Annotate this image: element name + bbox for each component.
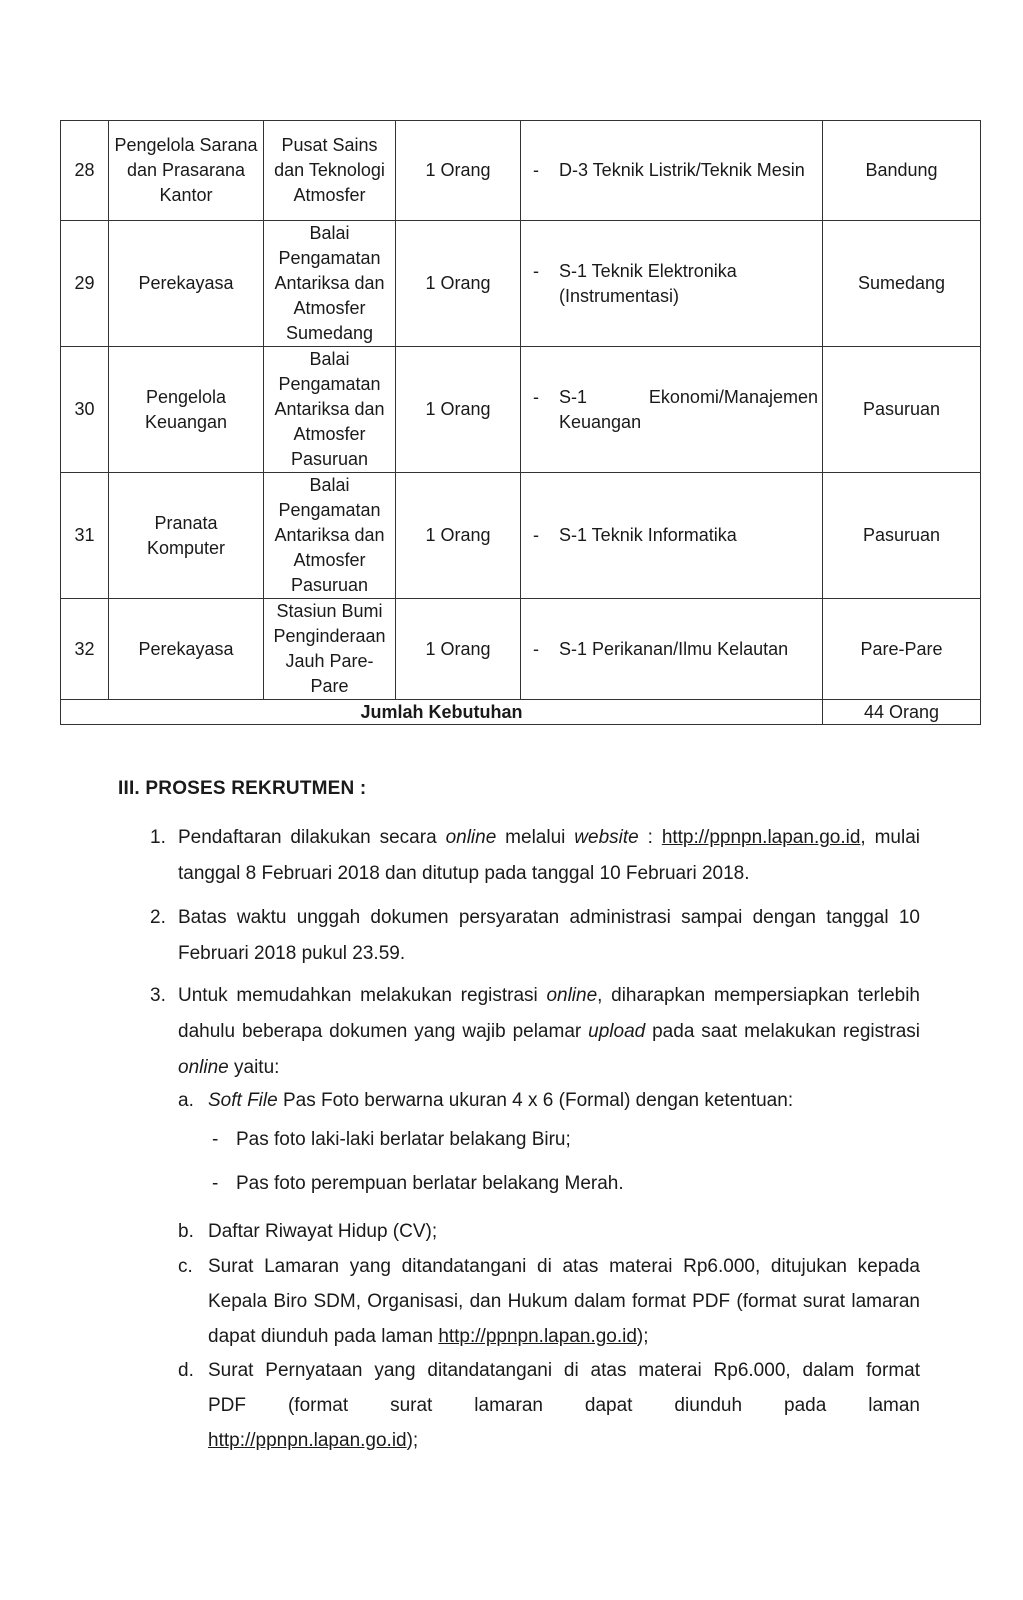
table-row [61, 473, 981, 599]
qualification-cell [521, 347, 823, 473]
statement-template-link[interactable]: http://ppnpn.lapan.go.id [208, 1430, 407, 1451]
location-cell: Pasuruan [823, 347, 981, 473]
count-cell: 1 Orang [396, 599, 521, 700]
sub-item-c [178, 1249, 920, 1354]
qualification-text: S-1 Teknik Elektronika (Instrumentasi) [559, 260, 737, 306]
list-dash: - [533, 638, 539, 659]
item-text: Batas waktu unggah dokumen persyaratan administrasi sampai dengan tanggal 10 Februari 2018 pukul 23.59. [178, 907, 920, 964]
qualification-text-line2: Keuangan [559, 411, 642, 432]
position-cell: Pengelola Sarana dan Prasarana Kantor [109, 121, 264, 221]
qualification-text: S-1 Perikanan/Ilmu Kelautan [559, 638, 789, 659]
sub-item-letter: a. [178, 1090, 194, 1111]
list-item-1 [150, 820, 920, 892]
item-number: 2. [150, 907, 166, 928]
qualification-text: D-3 Teknik Listrik/Teknik Mesin [559, 160, 805, 180]
qualification-text-line1: S-1 Ekonomi/Manajemen [559, 386, 818, 407]
list-dash: - [533, 525, 539, 545]
count-cell: 1 Orang [396, 347, 521, 473]
list-item-3 [150, 978, 920, 1086]
row-number: 29 [61, 221, 109, 347]
count-cell: 1 Orang [396, 121, 521, 221]
letter-template-link[interactable]: http://ppnpn.lapan.go.id [438, 1326, 637, 1347]
count-cell: 1 Orang [396, 473, 521, 599]
qualification-cell [521, 221, 823, 347]
table-row [61, 347, 981, 473]
position-cell: Pranata Komputer [109, 473, 264, 599]
bullet-item [212, 1169, 912, 1199]
sub-item-letter: d. [178, 1360, 194, 1381]
total-value: 44 Orang [823, 700, 981, 725]
total-label: Jumlah Kebutuhan [61, 700, 823, 725]
position-cell: Perekayasa [109, 599, 264, 700]
table-row [61, 221, 981, 347]
list-dash: - [212, 1129, 219, 1150]
bullet-text: Pas foto laki-laki berlatar belakang Biru; [236, 1129, 571, 1150]
unit-cell: Pusat Sains dan Teknologi Atmosfer [264, 121, 396, 221]
position-cell: Perekayasa [109, 221, 264, 347]
unit-cell: Stasiun Bumi Penginderaan Jauh Pare-Pare [264, 599, 396, 700]
sub-item-a [178, 1083, 920, 1118]
row-number: 32 [61, 599, 109, 700]
qualification-cell [521, 473, 823, 599]
unit-cell: Balai Pengamatan Antariksa dan Atmosfer Pasuruan [264, 473, 396, 599]
sub-item-b [178, 1214, 920, 1249]
sub-item-letter: b. [178, 1221, 194, 1242]
list-dash: - [533, 386, 539, 407]
sub-item-text: Surat Lamaran yang ditandatangani di atas materai Rp6.000, ditujukan kepada Kepala Biro SDM, Organisasi, dan Hukum dalam format PDF (format surat lamaran dapat diunduh pada laman http://ppnpn.lapan.go.id); [208, 1256, 920, 1347]
sub-item-text: Surat Pernyataan yang ditandatangani di atas materai Rp6.000, dalam format PDF (format surat lamaran dapat diunduh pada laman http://ppnpn.lapan.go.id); [208, 1360, 920, 1451]
position-cell: Pengelola Keuangan [109, 347, 264, 473]
table-row [61, 121, 981, 221]
registration-link[interactable]: http://ppnpn.lapan.go.id [661, 827, 861, 848]
count-cell: 1 Orang [396, 221, 521, 347]
qualification-cell [521, 599, 823, 700]
table-row [61, 599, 981, 700]
qualification-text: S-1 Teknik Informatika [559, 525, 737, 545]
bullet-item [212, 1125, 912, 1155]
location-cell: Bandung [823, 121, 981, 221]
row-number: 31 [61, 473, 109, 599]
location-cell: Pasuruan [823, 473, 981, 599]
unit-cell: Balai Pengamatan Antariksa dan Atmosfer Sumedang [264, 221, 396, 347]
unit-cell: Balai Pengamatan Antariksa dan Atmosfer Pasuruan [264, 347, 396, 473]
list-dash: - [212, 1173, 219, 1194]
item-number: 1. [150, 827, 166, 848]
section-title: III. PROSES REKRUTMEN : [118, 778, 367, 799]
sub-item-text: Daftar Riwayat Hidup (CV); [208, 1221, 438, 1242]
item-number: 3. [150, 985, 166, 1006]
item-text: Untuk memudahkan melakukan registrasi online, diharapkan mempersiapkan terlebih dahulu beberapa dokumen yang wajib pelamar upload pada saat melakukan registrasi online yaitu: [178, 985, 920, 1078]
location-cell: Sumedang [823, 221, 981, 347]
list-item-2 [150, 900, 920, 972]
sub-item-d [178, 1353, 920, 1458]
row-number: 30 [61, 347, 109, 473]
location-cell: Pare-Pare [823, 599, 981, 700]
list-dash: - [533, 160, 539, 180]
row-number: 28 [61, 121, 109, 221]
sub-item-letter: c. [178, 1256, 193, 1277]
item-text: Pendaftaran dilakukan secara online melalui website : http://ppnpn.lapan.go.id, mulai tanggal 8 Februari 2018 dan ditutup pada tanggal 10 Februari 2018. [178, 827, 921, 884]
bullet-text: Pas foto perempuan berlatar belakang Merah. [236, 1173, 624, 1194]
list-dash: - [533, 260, 539, 281]
qualification-cell [521, 121, 823, 221]
sub-item-text: Soft File Pas Foto berwarna ukuran 4 x 6 (Formal) dengan ketentuan: [208, 1090, 794, 1111]
total-row [61, 700, 981, 725]
recruitment-needs-table [60, 120, 981, 725]
